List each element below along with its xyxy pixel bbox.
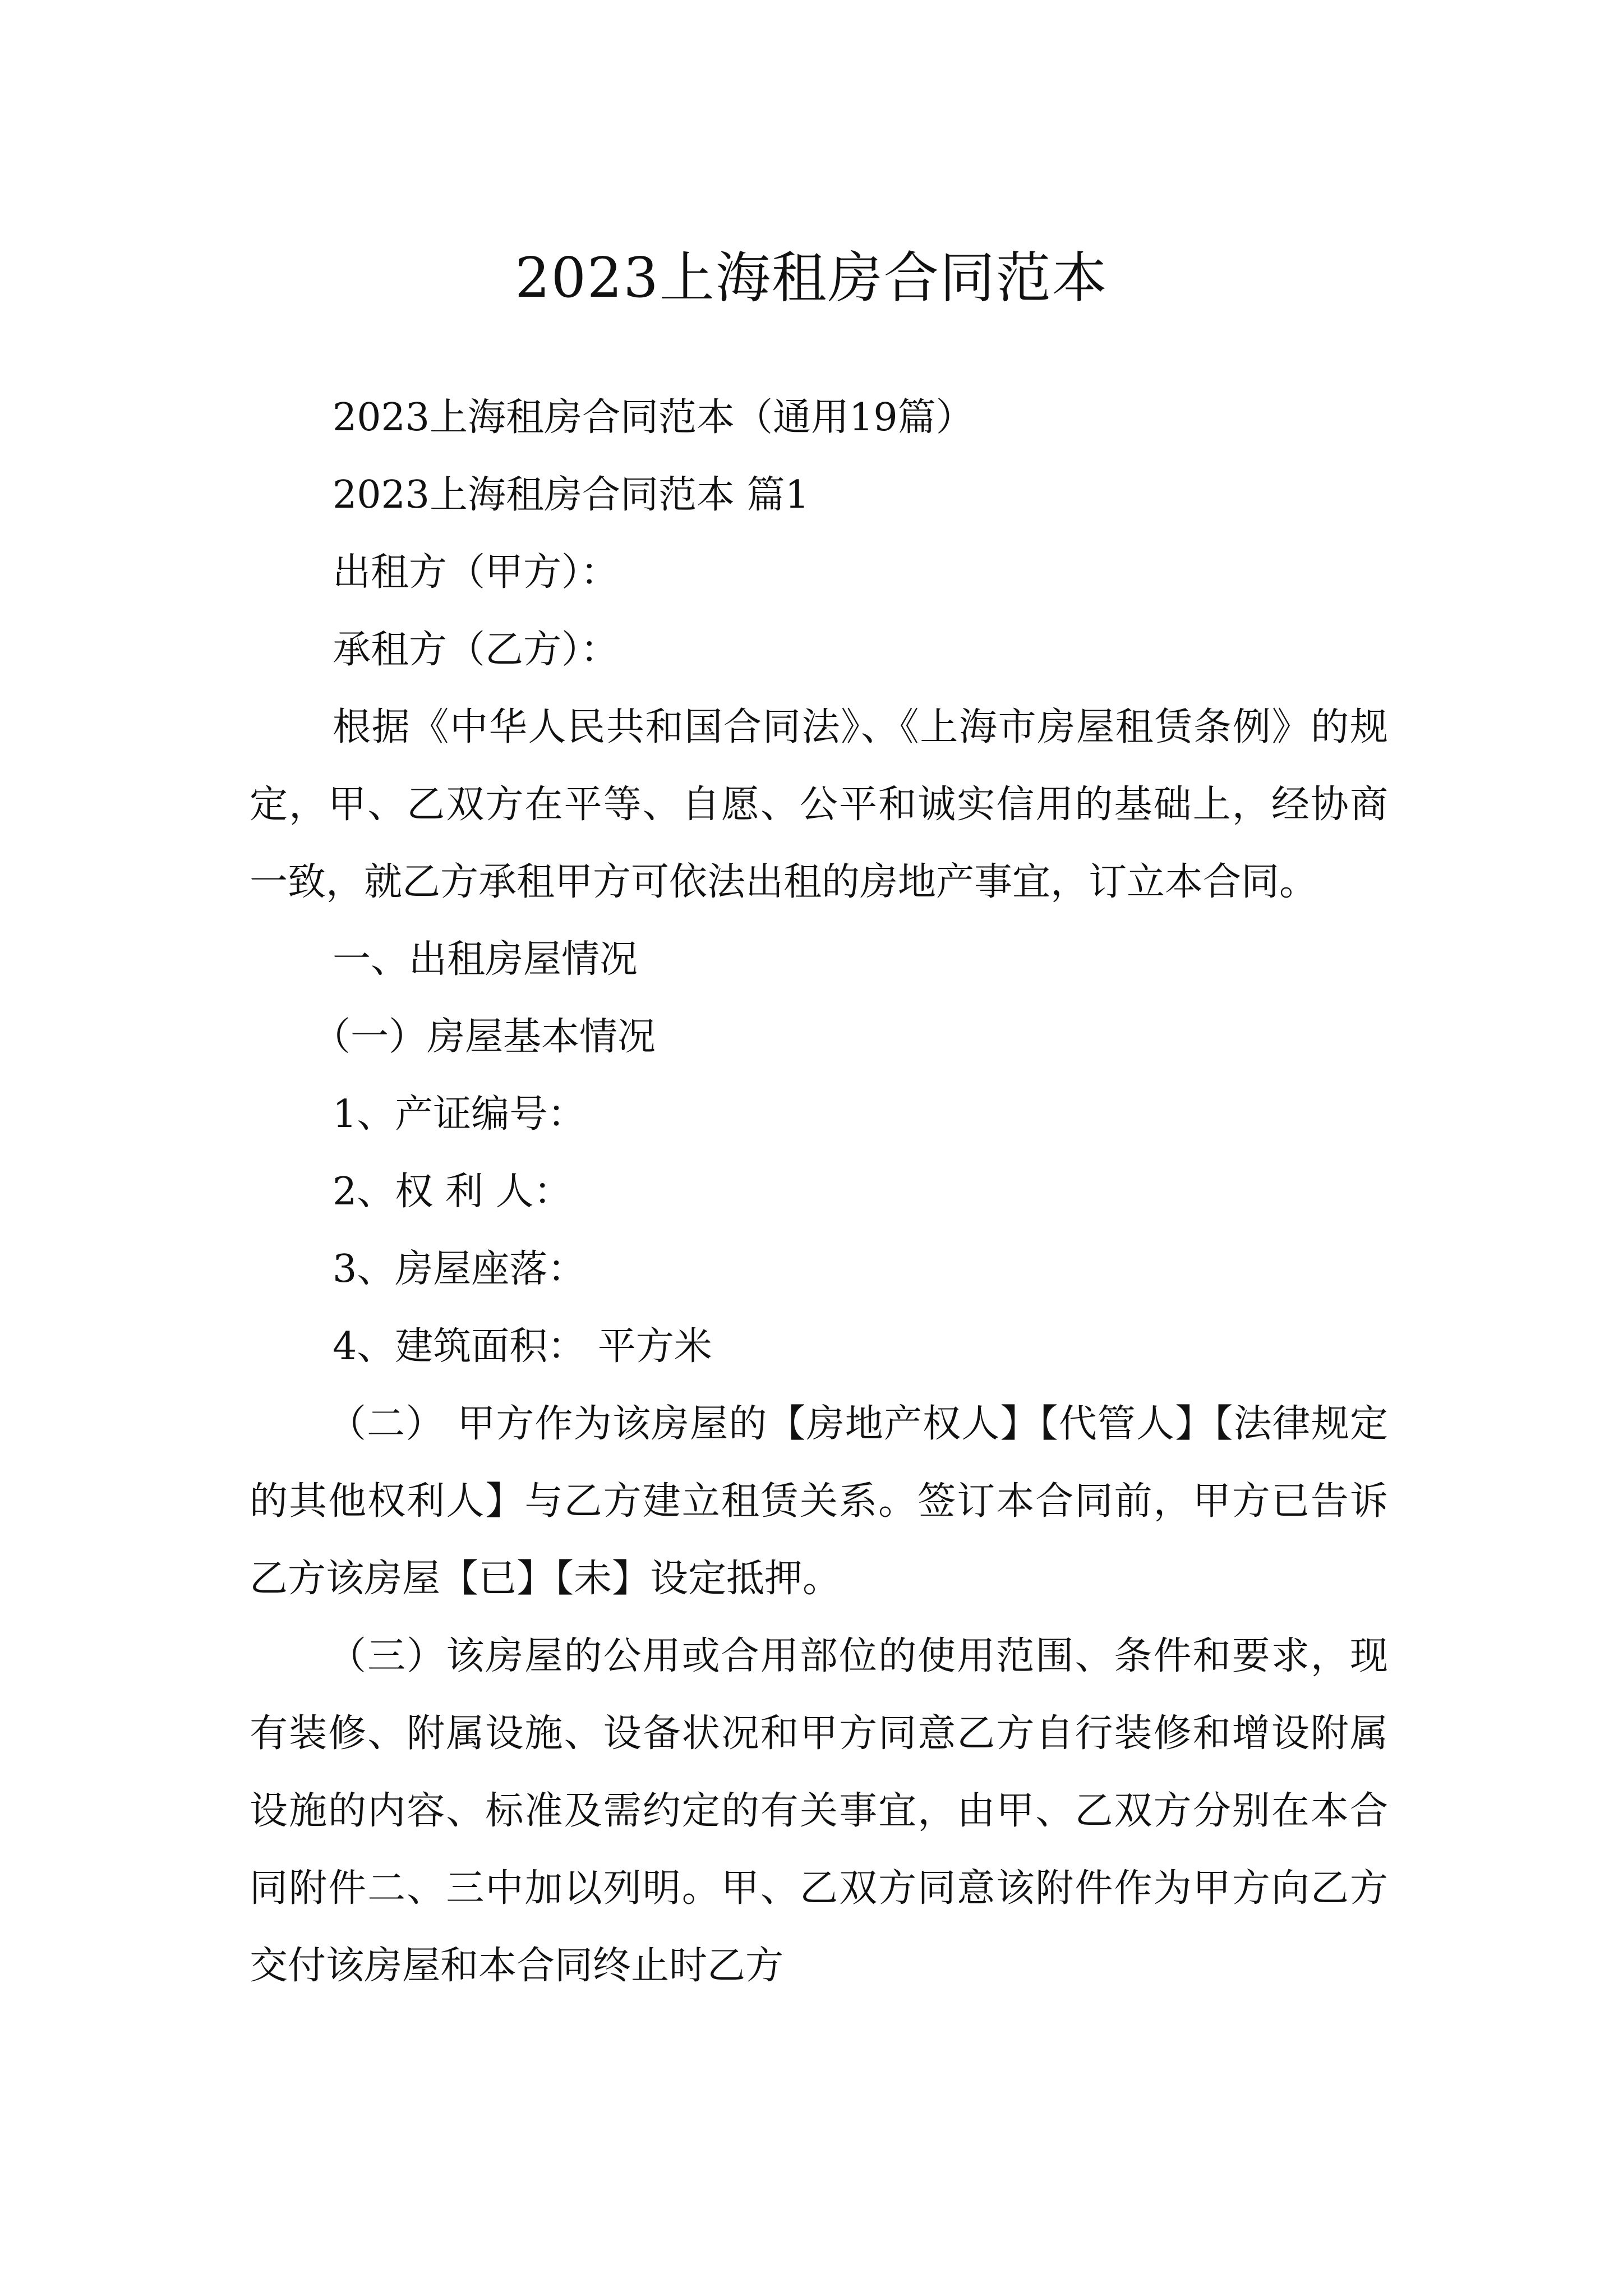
document-body [250, 379, 1388, 2005]
clause-paragraph: （二） 甲方作为该房屋的【房地产权人】【代管人】【法律规定的其他权利人】与乙方建立租赁关系。签订本合同前，甲方已告诉乙方该房屋【已】【未】设定抵押。 [250, 1402, 1388, 1601]
clause-heading: 一、出租房屋情况 [333, 937, 638, 982]
list-item: 2、权 利 人： [333, 1170, 572, 1214]
lessor-line: 出租方（甲方）： [333, 550, 619, 595]
list-item: 3、房屋座落： [333, 1247, 586, 1291]
lessee-line: 承租方（乙方）： [333, 628, 619, 672]
list-item: 4、建筑面积： 平方米 [333, 1324, 712, 1369]
clause-paragraph: （三）该房屋的公用或合用部位的使用范围、条件和要求，现有装修、附属设施、设备状况和甲方同意乙方自行装修和增设附属设施的内容、标准及需约定的有关事宜，由甲、乙双方分别在本合同附件二、三中加以列明。甲、乙双方同意该附件作为甲方向乙方交付该房屋和本合同终止时乙方 [250, 1634, 1388, 1988]
list-item: 1、产证编号： [333, 1092, 586, 1137]
subtitle-line: 2023上海租房合同范本（通用19篇） [333, 395, 974, 440]
subclause-heading: （一）房屋基本情况 [312, 1015, 656, 1059]
section-heading: 2023上海租房合同范本 篇1 [333, 473, 809, 517]
preamble-paragraph: 根据《中华人民共和国合同法》、《上海市房屋租赁条例》的规定，甲、乙双方在平等、自愿、公平和诚实信用的基础上，经协商一致，就乙方承租甲方可依法出租的房地产事宜，订立本合同。 [250, 705, 1388, 904]
document-title: 2023上海租房合同范本 [515, 246, 1108, 310]
